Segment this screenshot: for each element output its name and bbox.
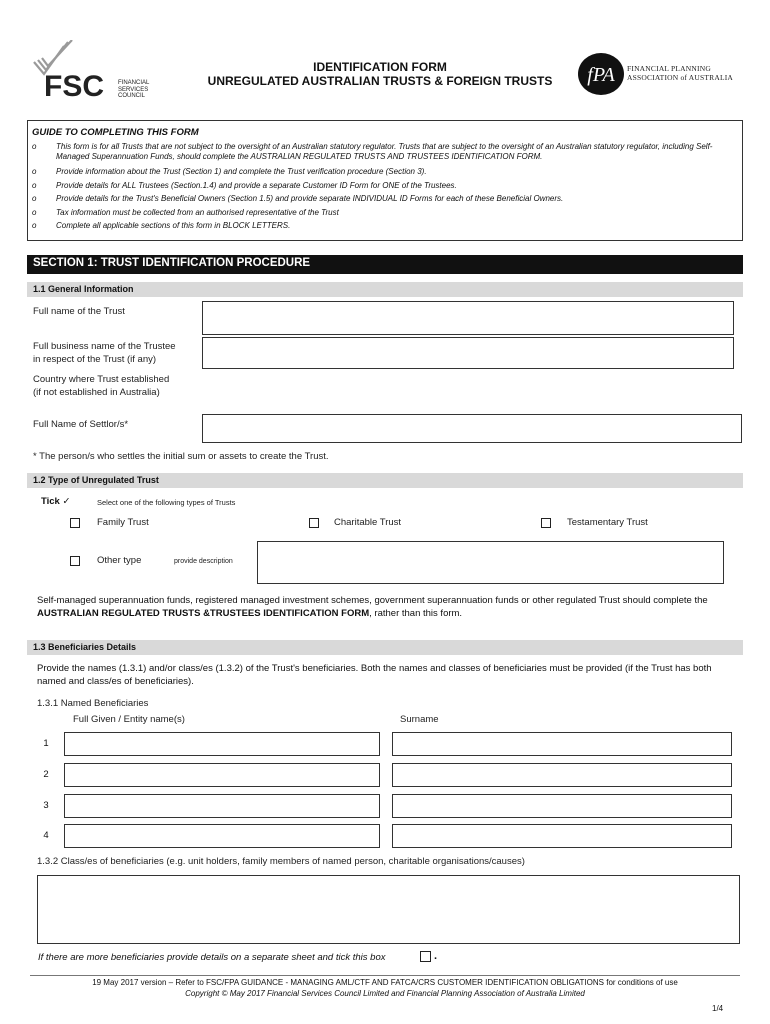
trustee-name-label-line: in respect of the Trust (if any) — [33, 353, 157, 365]
settlor-input[interactable] — [202, 414, 742, 443]
trustee-name-input[interactable] — [202, 337, 734, 369]
beneficiary-surname-input[interactable] — [392, 732, 732, 756]
row-number: 2 — [43, 769, 49, 780]
fsc-subtext-line: COUNCIL — [118, 93, 146, 99]
footer-version: 19 May 2017 version – Refer to FSC/FPA GUIDANCE - MANAGING AML/CTF AND FATCA/CRS CUSTOMER IDENTIFICATION OBLIGATIONS for conditions of use — [92, 978, 678, 987]
row-number: 3 — [43, 800, 49, 811]
guide-item — [32, 142, 732, 162]
fpa-name-line: ASSOCIATION of AUSTRALIA — [627, 73, 734, 82]
fpa-name-line: FINANCIAL PLANNING — [627, 64, 711, 73]
beneficiary-surname-input[interactable] — [392, 824, 732, 848]
row-number: 1 — [43, 738, 49, 749]
guide-title: GUIDE TO COMPLETING THIS FORM — [32, 127, 199, 138]
trustee-name-label-line: Full business name of the Trustee — [33, 341, 176, 352]
other-type-description-input[interactable] — [257, 541, 724, 584]
trustee-name-label — [33, 341, 176, 366]
beneficiary-given-input[interactable] — [64, 763, 380, 787]
settlor-note: * The person/s who settles the initial sum or assets to create the Trust. — [33, 451, 329, 462]
note-form-name: AUSTRALIAN REGULATED TRUSTS &TRUSTEES IDENTIFICATION FORM — [37, 607, 370, 619]
other-type-checkbox[interactable] — [70, 556, 80, 566]
general-info-heading: 1.1 General Information — [27, 282, 743, 297]
fsc-subtext-line: SERVICES — [118, 86, 149, 93]
beneficiary-given-input[interactable] — [64, 794, 380, 818]
provide-description-label: provide description — [174, 558, 233, 565]
fpa-logo — [577, 52, 625, 96]
form-subtitle: UNREGULATED AUSTRALIAN TRUSTS & FOREIGN TRUSTS — [207, 74, 553, 88]
bullet-icon: o — [32, 194, 37, 203]
trust-type-heading: 1.2 Type of Unregulated Trust — [27, 473, 743, 488]
page-number: 1/4 — [712, 1004, 724, 1013]
fsc-logo-text: FSC — [44, 70, 104, 103]
more-beneficiaries-checkbox[interactable] — [420, 951, 431, 962]
other-type-label: Other type — [97, 555, 142, 566]
type-instruction: Select one of the following types of Trusts — [97, 498, 236, 507]
beneficiaries-heading: 1.3 Beneficiaries Details — [27, 640, 743, 655]
more-beneficiaries-note: If there are more beneficiaries provide details on a separate sheet and tick this box — [38, 952, 386, 963]
given-name-column-header: Full Given / Entity name(s) — [73, 714, 185, 725]
country-label — [33, 374, 169, 399]
testamentary-trust-checkbox[interactable] — [541, 518, 551, 528]
class-beneficiaries-input[interactable] — [37, 875, 740, 944]
country-label-line: (if not established in Australia) — [33, 386, 160, 398]
period-mark: . — [434, 950, 438, 962]
guide-item — [32, 206, 732, 220]
guide-item — [32, 179, 732, 193]
note-text: , rather than this form. — [369, 607, 463, 619]
testamentary-trust-label: Testamentary Trust — [567, 517, 648, 528]
bullet-icon: o — [32, 180, 37, 190]
footer-divider — [30, 975, 740, 976]
form-title: IDENTIFICATION FORM — [313, 60, 447, 74]
guide-list — [32, 142, 732, 233]
beneficiaries-intro: Provide the names (1.3.1) and/or class/es (1.3.2) of the Trust's beneficiaries. Both the names and classes of beneficiaries must be provided (if the Trust has both named and class/es of beneficiaries). — [37, 663, 712, 687]
beneficiary-surname-input[interactable] — [392, 794, 732, 818]
family-trust-checkbox[interactable] — [70, 518, 80, 528]
tick-label: Tick ✓ — [41, 496, 71, 507]
class-beneficiaries-heading: 1.3.2 Class/es of beneficiaries (e.g. unit holders, family members of named person, charitable organisations/causes) — [37, 856, 525, 867]
fsc-subtext-line: FINANCIAL — [118, 80, 150, 86]
guide-item — [32, 165, 732, 179]
guide-item-text: Provide details for the Trust's Beneficial Owners (Section 1.5) and provide separate INDIVIDUAL ID Forms for each of these Beneficial Owners. — [56, 194, 564, 203]
regulated-trust-note — [37, 595, 737, 620]
settlor-label: Full Name of Settlor/s* — [33, 419, 129, 430]
row-number: 4 — [43, 830, 49, 841]
charitable-trust-checkbox[interactable] — [309, 518, 319, 528]
footer-copyright: Copyright © May 2017 Financial Services Council Limited and Financial Planning Association of Australia Limited — [185, 989, 585, 998]
bullet-icon: o — [32, 207, 37, 217]
beneficiary-surname-input[interactable] — [392, 763, 732, 787]
fpa-name — [627, 64, 733, 82]
guide-item-text: Provide details for ALL Trustees (Section.1.4) and provide a separate Customer ID Form for ONE of the Trustees. — [56, 180, 457, 190]
family-trust-label: Family Trust — [97, 517, 149, 528]
beneficiary-given-input[interactable] — [64, 824, 380, 848]
guide-item-text: Tax information must be collected from an authorised representative of the Trust — [56, 207, 339, 217]
guide-item-text: This form is for all Trusts that are not subject to the oversight of an Australian statutory regulator. Trusts that are subject to the oversight of an Australian statutory regulator, including Self-Managed Superannuation Funds, should complete the AUSTRALIAN REGULATED TRUSTS AND TRUSTEES IDENTIFICATION FORM. — [56, 142, 713, 161]
trust-name-input[interactable] — [202, 301, 734, 335]
named-beneficiaries-heading: 1.3.1 Named Beneficiaries — [37, 698, 149, 709]
bullet-icon: o — [32, 142, 37, 151]
beneficiary-given-input[interactable] — [64, 732, 380, 756]
guide-item — [32, 219, 732, 233]
guide-item — [32, 192, 732, 206]
guide-item-text: Provide information about the Trust (Section 1) and complete the Trust verification procedure (Section 3). — [56, 167, 427, 176]
trust-name-label: Full name of the Trust — [33, 306, 125, 317]
surname-column-header: Surname — [400, 714, 439, 725]
country-label-line: Country where Trust established — [33, 374, 170, 385]
section-1-title: SECTION 1: TRUST IDENTIFICATION PROCEDURE — [27, 255, 743, 274]
charitable-trust-label: Charitable Trust — [334, 517, 402, 528]
fpa-logo-text: fPA — [587, 64, 615, 86]
note-text: Self-managed superannuation funds, registered managed investment schemes, government superannuation funds or other regulated Trust should complete the — [37, 595, 708, 606]
fsc-logo — [30, 40, 170, 110]
bullet-icon: o — [32, 221, 37, 230]
guide-item-text: Complete all applicable sections of this form in BLOCK LETTERS. — [56, 221, 291, 230]
bullet-icon: o — [32, 167, 37, 176]
